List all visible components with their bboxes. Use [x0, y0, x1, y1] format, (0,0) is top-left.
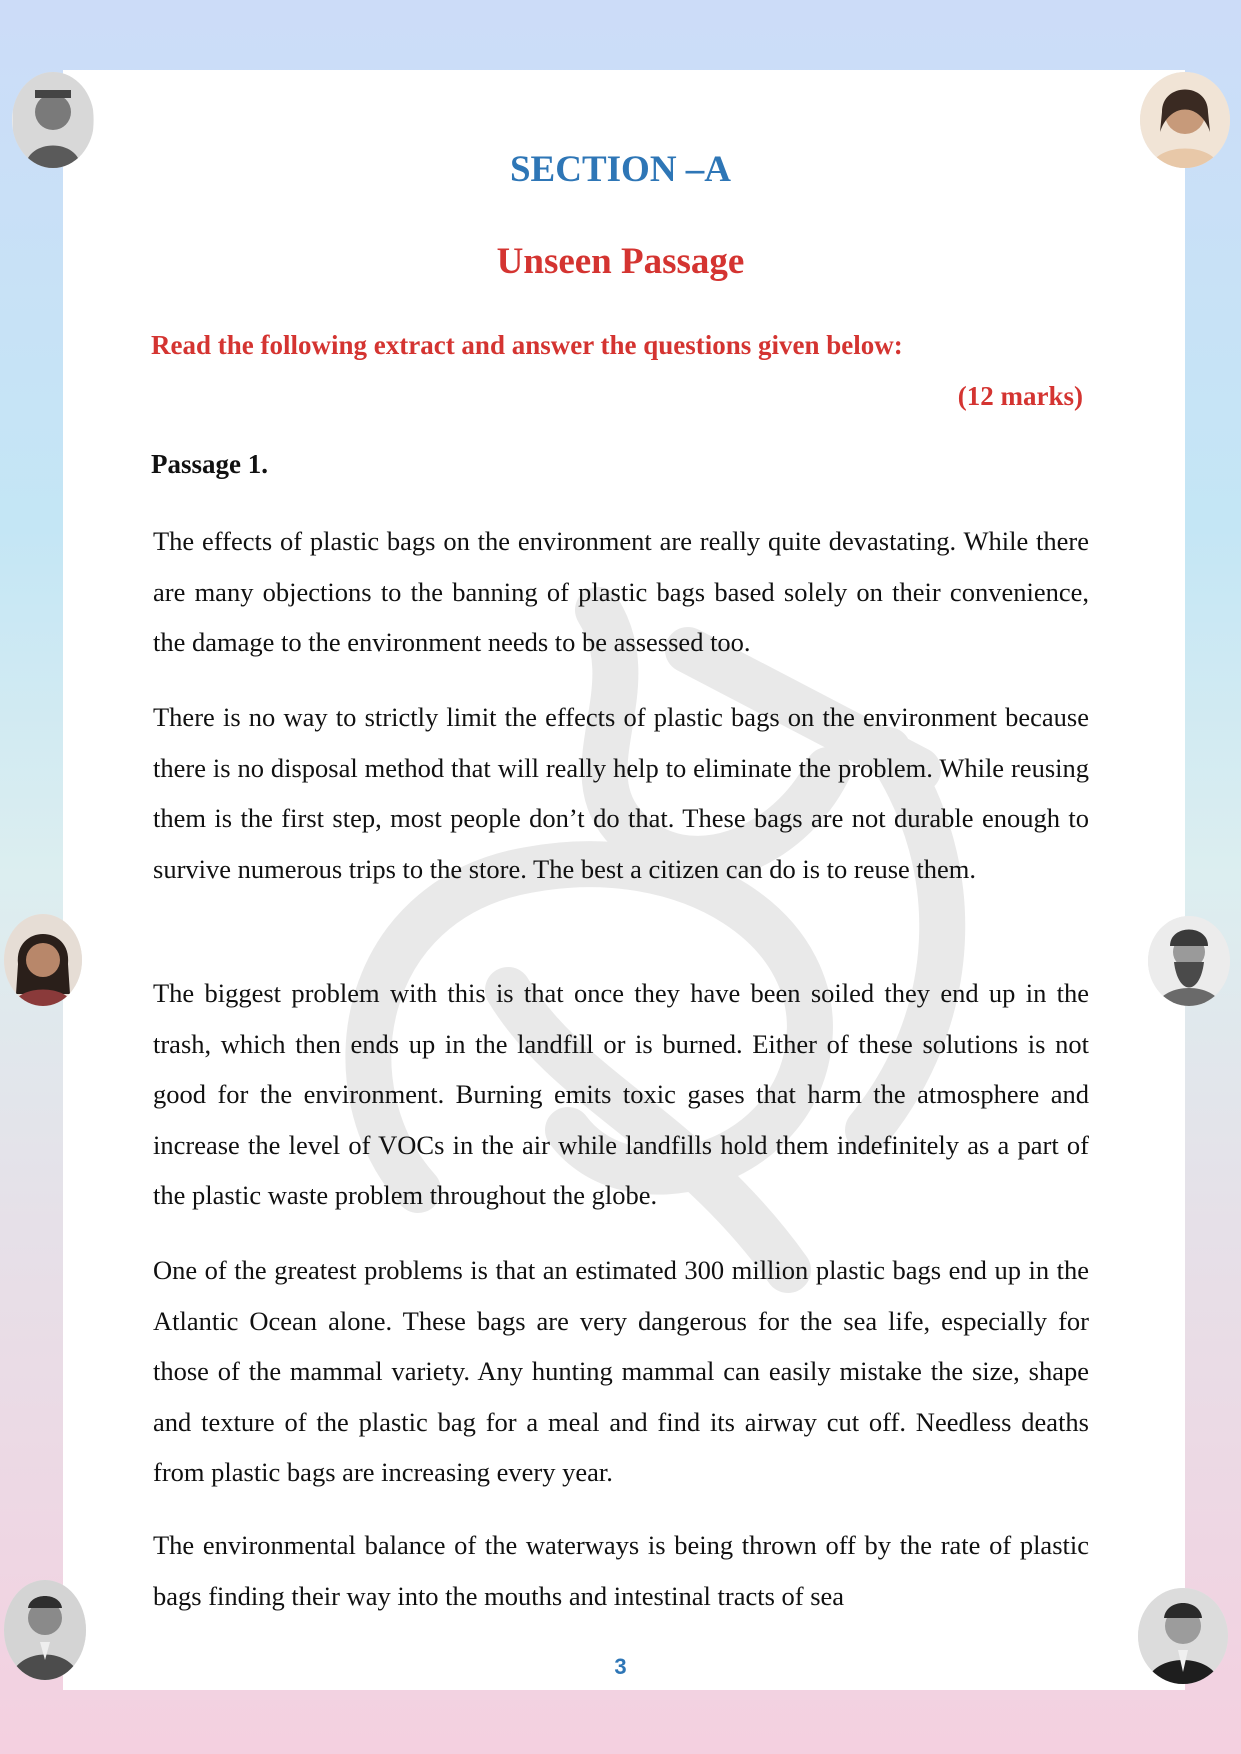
passage-heading: Passage 1. [151, 449, 268, 479]
author-portrait-mid-left [4, 914, 82, 1006]
passage-paragraph-2: There is no way to strictly limit the effects of plastic bags on the environment because there is no disposal method that will really help to eliminate the problem. While reusing them is the first step, most people don’t do that. These bags are not durable enough to survive numerous trips to the store. The best a citizen can do is to reuse them. [153, 702, 1089, 884]
passage-paragraph-4: One of the greatest problems is that an estimated 300 million plastic bags end up in the Atlantic Ocean alone. These bags are very dangerous for the sea life, especially for those of the mammal variety. Any hunting mammal can easily mistake the size, shape and texture of the plastic bag for a meal and find its airway cut off. Needless deaths from plastic bags are increasing every year. [153, 1255, 1089, 1487]
page-number: 3 [614, 1654, 627, 1679]
passage-paragraph-1: The effects of plastic bags on the environment are really quite devastating. While there are many objections to the banning of plastic bags based solely on their convenience, the damage to the environment needs to be assessed too. [153, 526, 1089, 657]
author-portrait-mid-right [1148, 916, 1230, 1006]
marks-label: (12 marks) [957, 381, 1083, 411]
passage-paragraph-3: The biggest problem with this is that once they have been soiled they end up in the trash, which then ends up in the landfill or is burned. Either of these solutions is not good for the environment. Burning emits toxic gases that harm the atmosphere and increase the level of VOCs in the air while landfills hold them indefinitely as a part of the plastic waste problem throughout the globe. [153, 978, 1089, 1210]
passage-paragraph-5: The environmental balance of the waterways is being thrown off by the rate of plastic bags finding their way into the mouths and intestinal tracts of sea [153, 1530, 1089, 1611]
instruction-text: Read the following extract and answer the questions given below: [151, 330, 903, 360]
passage-type-title: Unseen Passage [496, 241, 745, 282]
section-title: SECTION –A [509, 149, 732, 190]
